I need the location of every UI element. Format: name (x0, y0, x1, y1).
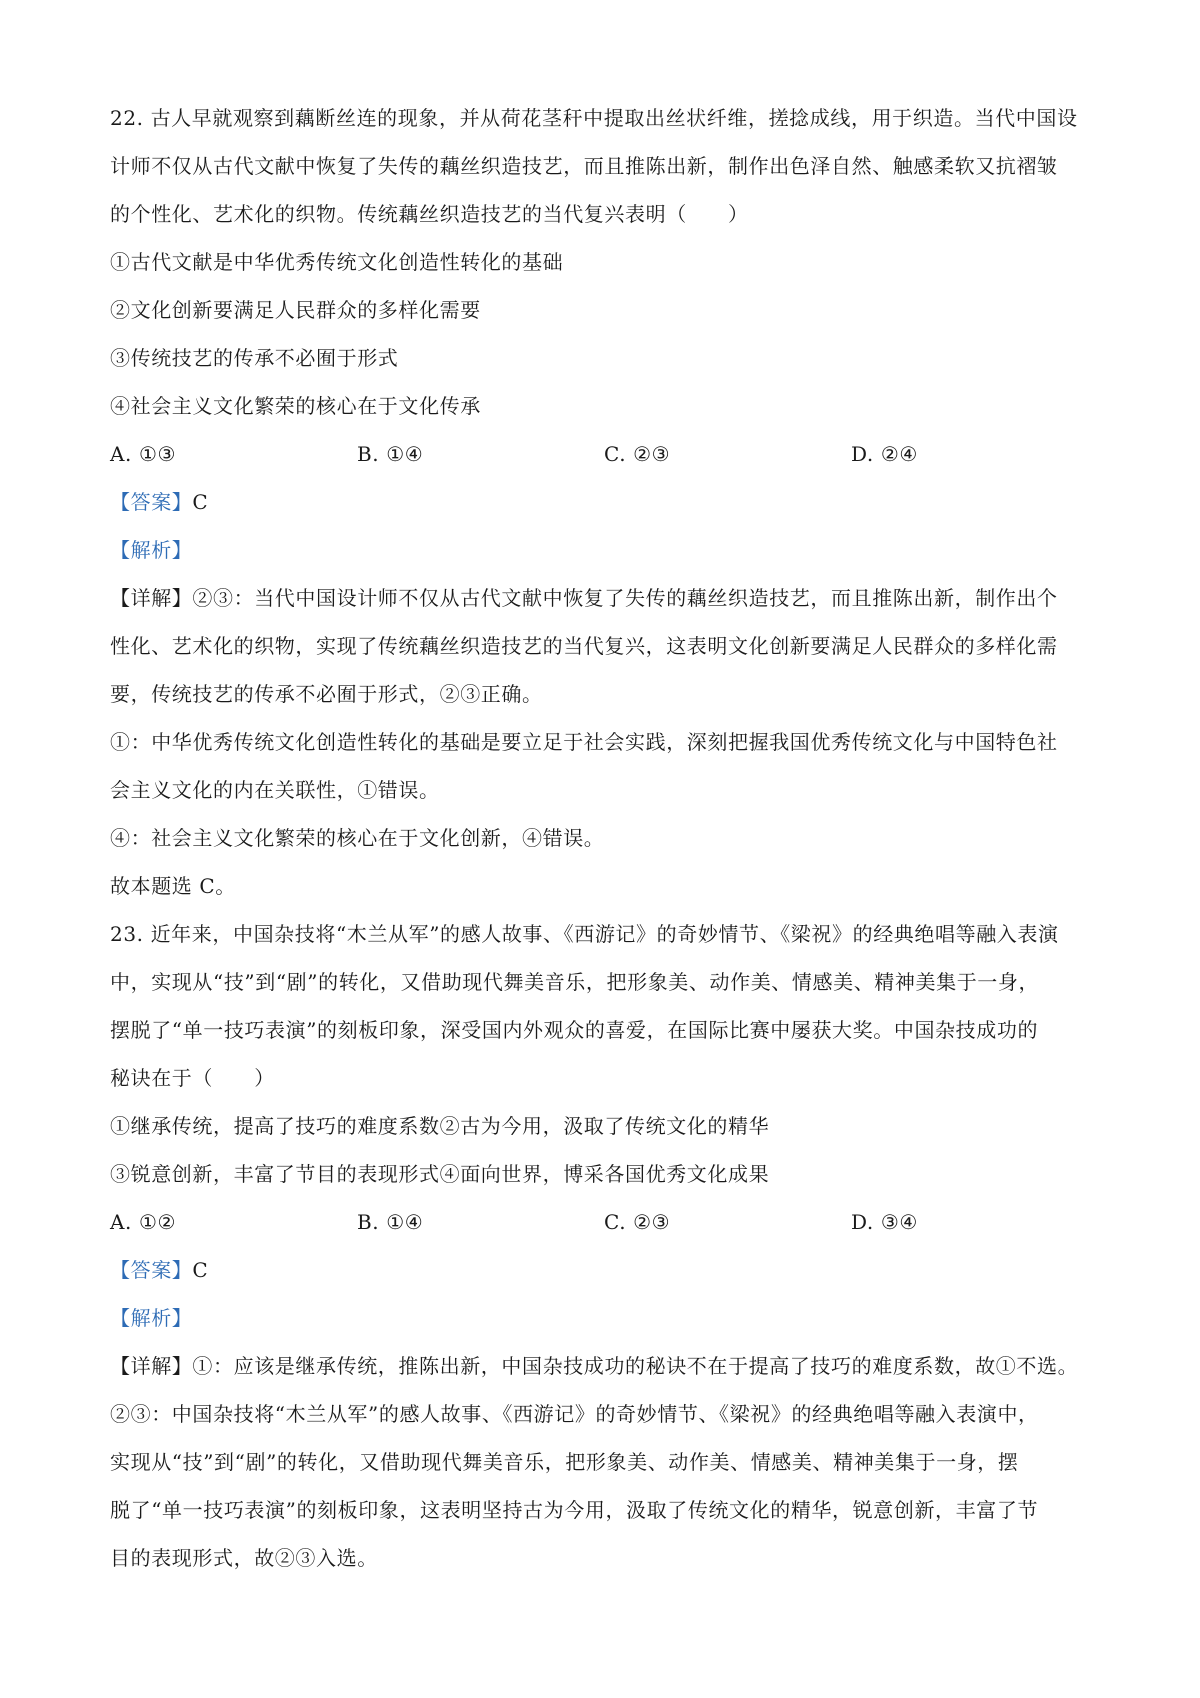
question-23-statement: ③锐意创新，丰富了节目的表现形式④面向世界，博采各国优秀文化成果 (110, 1162, 770, 1186)
question-22-analysis-heading (110, 526, 1104, 574)
question-23-answer (110, 1246, 1104, 1294)
question-22-statement: ④社会主义文化繁荣的核心在于文化传承 (110, 394, 481, 418)
analysis-tag: 【解析】 (110, 1306, 193, 1330)
question-22-detail-line: 会主义文化的内在关联性，①错误。 (110, 778, 440, 802)
question-23 (110, 910, 1104, 1582)
question-22-statement: ①古代文献是中华优秀传统文化创造性转化的基础 (110, 250, 564, 274)
question-22-detail-line (110, 574, 1104, 622)
analysis-tag: 【解析】 (110, 538, 193, 562)
question-22-detail-line: 要，传统技艺的传承不必囿于形式，②③正确。 (110, 682, 543, 706)
option-d: D. ③④ (851, 1210, 918, 1234)
answer-tag: 【答案】 (110, 490, 193, 514)
question-22-stem-line: 计师不仅从古代文献中恢复了失传的藕丝织造技艺，而且推陈出新，制作出色泽自然、触感柔软又抗褶皱 (110, 154, 1058, 178)
question-23-statement: ①继承传统，提高了技巧的难度系数②古为今用，汲取了传统文化的精华 (110, 1114, 770, 1138)
option-d: D. ②④ (851, 442, 918, 466)
answer-tag: 【答案】 (110, 1258, 193, 1282)
question-22 (110, 94, 1104, 910)
answer-value: C (192, 1258, 209, 1282)
question-23-detail-line: 实现从“技”到“剧”的转化，又借助现代舞美音乐，把形象美、动作美、情感美、精神美集于一身，摆 (110, 1450, 1019, 1474)
answer-value: C (192, 490, 209, 514)
option-b: B. ①④ (357, 442, 424, 466)
question-23-detail-line: ②③：中国杂技将“木兰从军”的感人故事、《西游记》的奇妙情节、《梁祝》的经典绝唱等融入表演中， (110, 1402, 1039, 1426)
question-23-detail-line: 目的表现形式，故②③入选。 (110, 1546, 378, 1570)
question-22-detail-line: ④：社会主义文化繁荣的核心在于文化创新，④错误。 (110, 826, 605, 850)
document-page (110, 94, 1104, 1582)
question-22-statement: ②文化创新要满足人民群众的多样化需要 (110, 298, 481, 322)
option-c: C. ②③ (604, 1210, 671, 1234)
question-22-options (110, 430, 1104, 478)
option-c: C. ②③ (604, 442, 671, 466)
question-23-options (110, 1198, 1104, 1246)
question-23-stem-line: 23. 近年来，中国杂技将“木兰从军”的感人故事、《西游记》的奇妙情节、《梁祝》的经典绝唱等融入表演 (110, 922, 1059, 946)
question-22-answer (110, 478, 1104, 526)
question-22-stem-line: 22. 古人早就观察到藕断丝连的现象，并从荷花茎秆中提取出丝状纤维，搓捻成线，用于织造。当代中国设 (110, 106, 1078, 130)
detail-tag: 【详解】 (110, 586, 193, 610)
detail-text: ①：应该是继承传统，推陈出新，中国杂技成功的秘诀不在于提高了技巧的难度系数，故①不选。 (192, 1354, 1079, 1378)
option-b: B. ①④ (357, 1210, 424, 1234)
question-22-detail-line: 性化、艺术化的织物，实现了传统藕丝织造技艺的当代复兴，这表明文化创新要满足人民群众的多样化需 (110, 634, 1058, 658)
question-23-analysis-heading (110, 1294, 1104, 1342)
question-23-stem-line: 中，实现从“技”到“剧”的转化，又借助现代舞美音乐，把形象美、动作美、情感美、精神美集于一身， (110, 970, 1040, 994)
detail-text: ②③：当代中国设计师不仅从古代文献中恢复了失传的藕丝织造技艺，而且推陈出新，制作出个 (192, 586, 1058, 610)
question-22-stem-line: 的个性化、艺术化的织物。传统藕丝织造技艺的当代复兴表明（ ） (110, 202, 749, 226)
question-23-detail-line: 脱了“单一技巧表演”的刻板印象，这表明坚持古为今用，汲取了传统文化的精华，锐意创新，丰富了节 (110, 1498, 1039, 1522)
option-a: A. ①③ (110, 442, 177, 466)
question-23-stem-line: 秘诀在于（ ） (110, 1066, 275, 1090)
question-22-conclusion: 故本题选 C。 (110, 874, 236, 898)
option-a: A. ①② (110, 1210, 177, 1234)
question-22-detail-line: ①：中华优秀传统文化创造性转化的基础是要立足于社会实践，深刻把握我国优秀传统文化与中国特色社 (110, 730, 1058, 754)
question-23-detail-line (110, 1342, 1104, 1390)
question-23-stem-line: 摆脱了“单一技巧表演”的刻板印象，深受国内外观众的喜爱，在国际比赛中屡获大奖。中国杂技成功的 (110, 1018, 1039, 1042)
question-22-statement: ③传统技艺的传承不必囿于形式 (110, 346, 399, 370)
detail-tag: 【详解】 (110, 1354, 193, 1378)
